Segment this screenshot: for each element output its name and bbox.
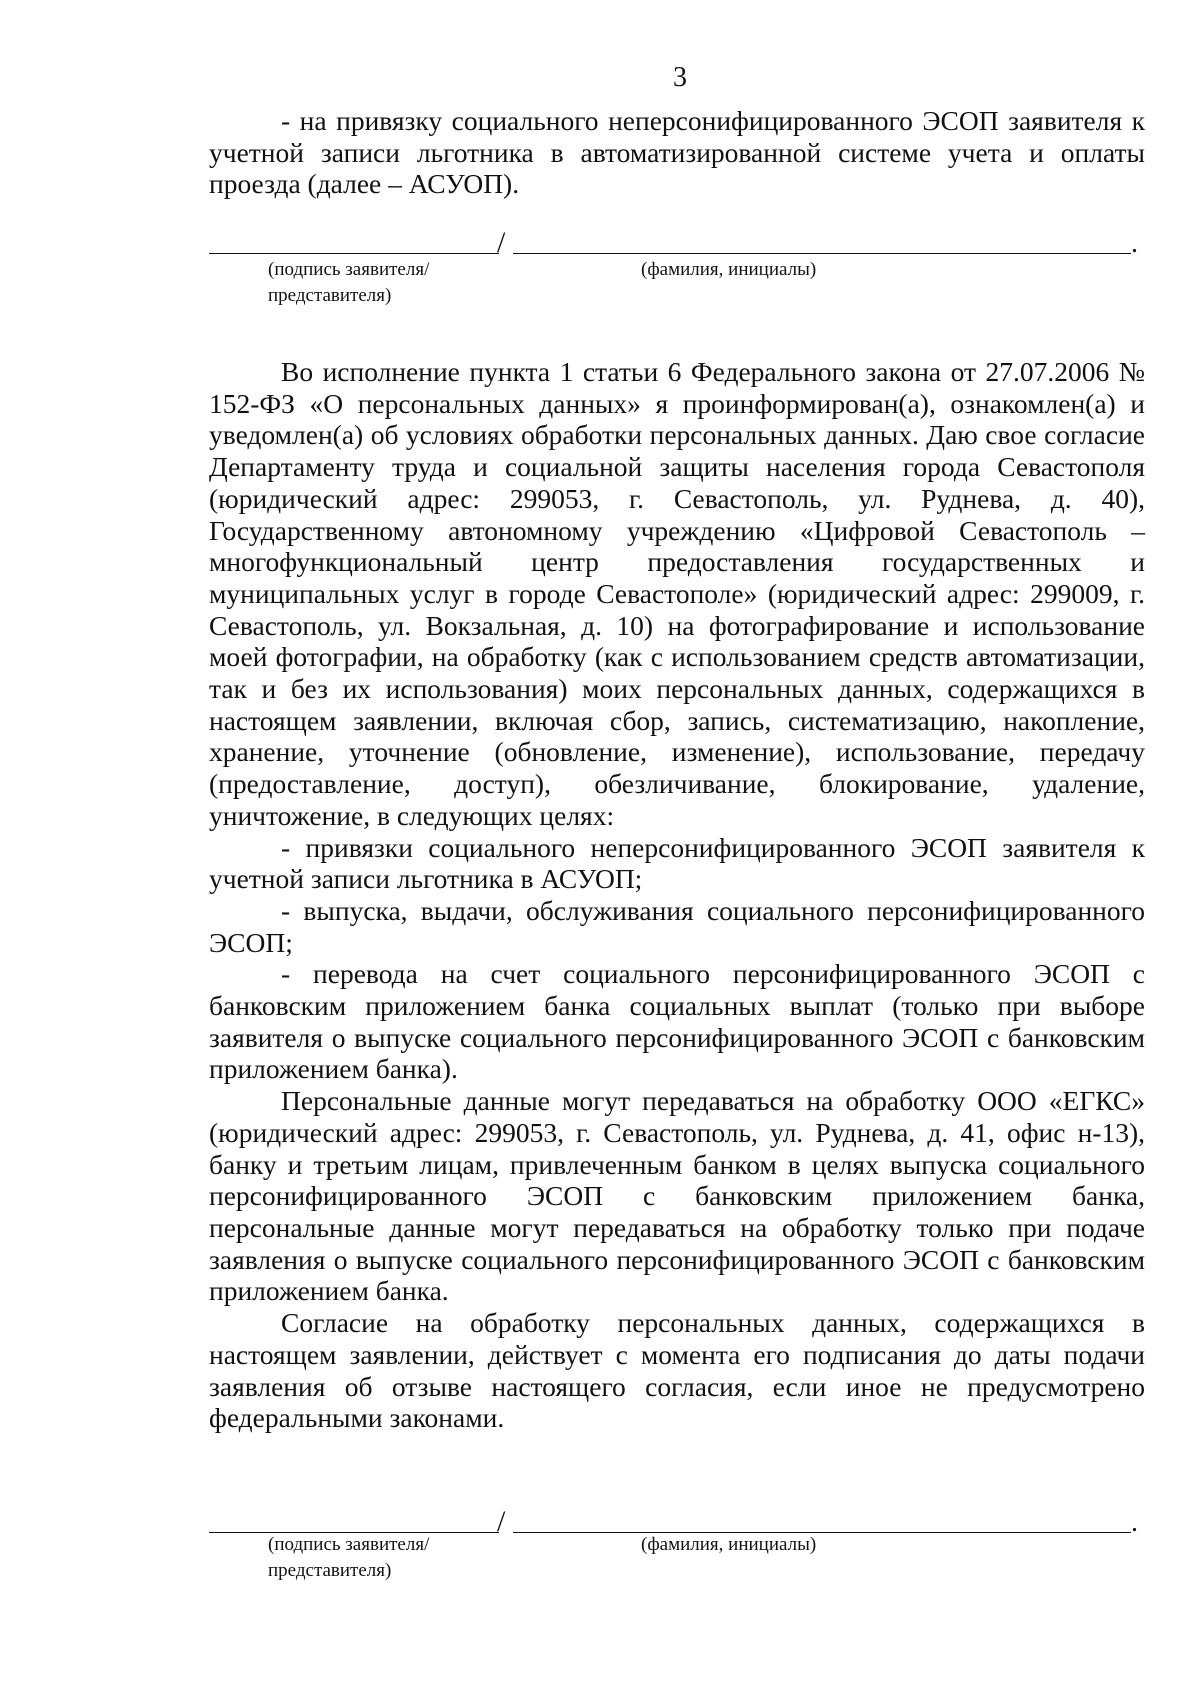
- signature-line: [209, 253, 499, 254]
- caption-representative: представителя): [268, 285, 392, 306]
- name-line: [513, 1532, 1131, 1533]
- caption-signature: (подпись заявителя/: [268, 1534, 430, 1555]
- intro-text: [209, 105, 1145, 200]
- transfer-paragraph: Персональные данные могут передаваться на обработку ООО «ЕГКС» (юридический адрес: 299053, г. Севастополь, ул. Руднева, д. 41, офис н-13), банку и третьим лицам, привлеченным банком в целях выпуска социального персонифицированного ЭСОП с банковским приложением банка, персональные данные могут передаваться на обработку только при подаче заявления о выпуске социального персонифицированного ЭСОП с банковским приложением банка.: [209, 1085, 1145, 1307]
- signature-row-2: [209, 1503, 1145, 1538]
- page-number: 3: [673, 62, 687, 93]
- purpose-item-2: - выпуска, выдачи, обслуживания социального персонифицированного ЭСОП;: [209, 894, 1145, 958]
- signature-dot: .: [1131, 1507, 1138, 1538]
- signature-caption-2: [268, 1532, 429, 1584]
- signature-row-1: [209, 224, 1145, 259]
- consent-text: [209, 356, 1145, 1434]
- signature-slash: /: [497, 1505, 506, 1538]
- caption-representative: представителя): [268, 1560, 392, 1581]
- signature-dot: .: [1131, 228, 1138, 259]
- name-caption-2: (фамилия, инициалы): [641, 1534, 817, 1555]
- caption-signature: (подпись заявителя/: [268, 259, 430, 280]
- signature-caption-1: [268, 257, 429, 309]
- name-caption-1: (фамилия, инициалы): [641, 259, 817, 280]
- consent-paragraph: Во исполнение пункта 1 статьи 6 Федерального закона от 27.07.2006 № 152-ФЗ «О персональных данных» я проинформирован(а), ознакомлен(а) и уведомлен(а) об условиях обработки персональных данных. Даю свое согласие Департаменту труда и социальной защиты населения города Севастополя (юридический адрес: 299053, г. Севастополь, ул. Руднева, д. 40), Государственному автономному учреждению «Цифровой Севастополь – многофункциональный центр предоставления государственных и муниципальных услуг в городе Севастополе» (юридический адрес: 299009, г. Севастополь, ул. Вокзальная, д. 10) на фотографирование и использование моей фотографии, на обработку (как с использованием средств автоматизации, так и без их использования) моих персональных данных, содержащихся в настоящем заявлении, включая сбор, запись, систематизацию, накопление, хранение, уточнение (обновление, изменение), использование, передачу (предоставление, доступ), обезличивание, блокирование, удаление, уничтожение, в следующих целях:: [209, 356, 1145, 831]
- validity-paragraph: Согласие на обработку персональных данных, содержащихся в настоящем заявлении, действует с момента его подписания до даты подачи заявления об отзыве настоящего согласия, если иное не предусмотрено федеральными законами.: [209, 1307, 1145, 1434]
- intro-paragraph: - на привязку социального неперсонифицированного ЭСОП заявителя к учетной записи льготника в автоматизированной системе учета и оплаты проезда (далее – АСУОП).: [209, 105, 1145, 200]
- purpose-item-3: - перевода на счет социального персонифицированного ЭСОП с банковским приложением банка социальных выплат (только при выборе заявителя о выпуске социального персонифицированного ЭСОП с банковским приложением банка).: [209, 958, 1145, 1085]
- purpose-item-1: - привязки социального неперсонифицированного ЭСОП заявителя к учетной записи льготника в АСУОП;: [209, 831, 1145, 895]
- name-line: [513, 253, 1131, 254]
- signature-slash: /: [497, 226, 506, 259]
